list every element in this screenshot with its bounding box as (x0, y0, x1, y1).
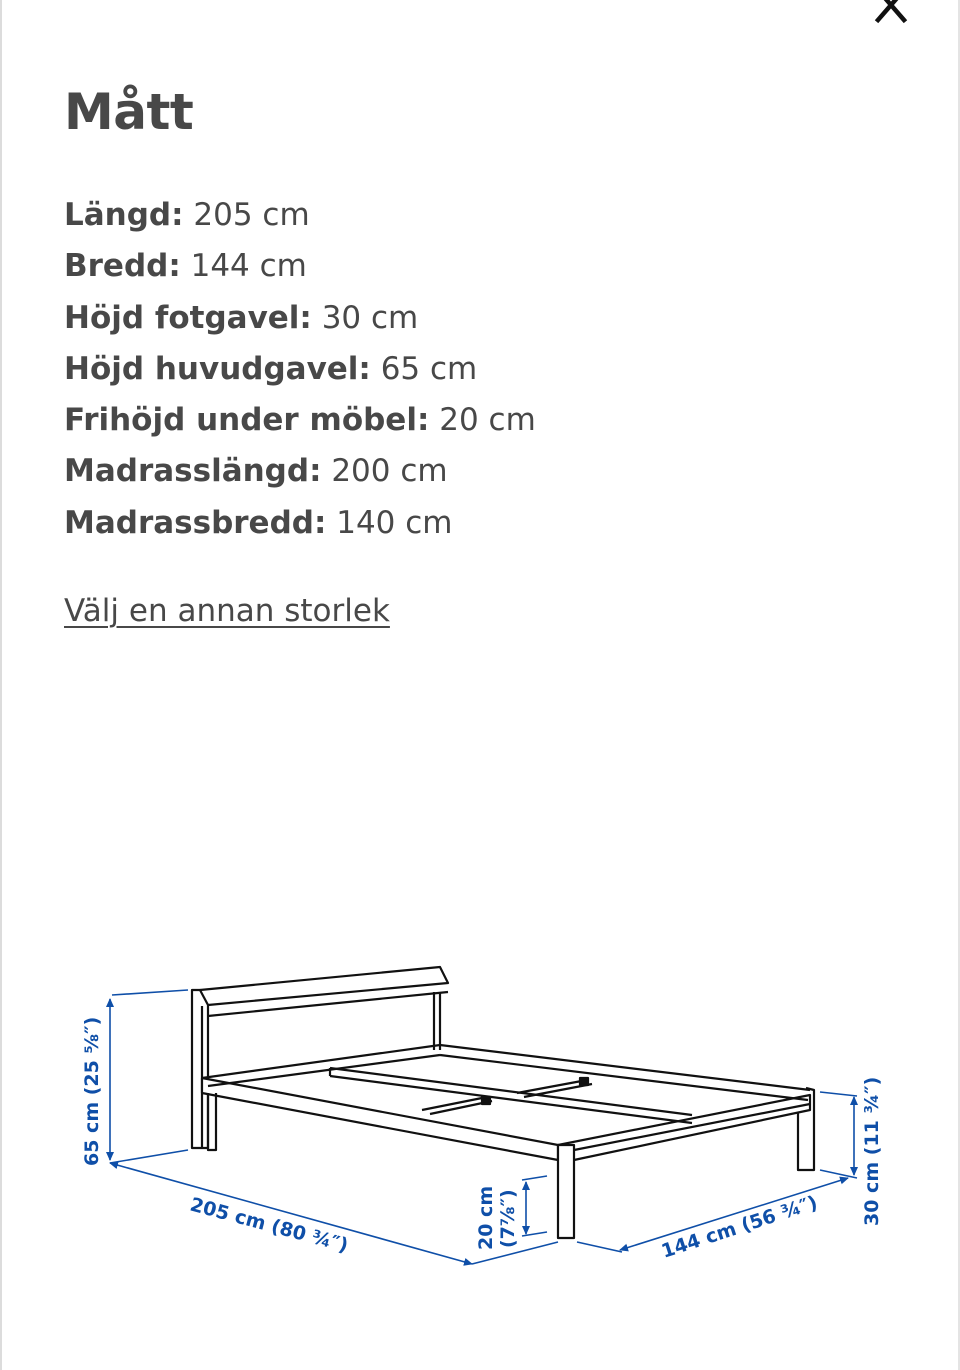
dimension-value: 65 cm (380, 350, 478, 387)
dimension-footboard-height (64, 293, 536, 344)
close-button[interactable] (870, 0, 912, 26)
dimension-length (64, 190, 536, 241)
dimension-label: Frihöjd under möbel: (64, 402, 430, 439)
dimension-label: Madrasslängd: (64, 453, 322, 490)
headboard-height-label: 65 cm (25 ⅝″) (81, 1016, 103, 1166)
dimension-label: Madrassbredd: (64, 504, 327, 541)
bed-dimension-diagram (62, 950, 922, 1270)
clearance-cm-label: 20 cm (475, 1185, 497, 1250)
dimension-mattress-length (64, 446, 536, 497)
dimension-list (64, 190, 536, 549)
dimension-label: Bredd: (64, 248, 181, 285)
dimension-label: Höjd fotgavel: (64, 299, 312, 336)
footboard-height-label: 30 cm (11 ¾″) (861, 1076, 883, 1226)
dimension-value: 20 cm (439, 402, 536, 439)
clearance-in-label: (7⅞″) (497, 1189, 519, 1248)
dimension-mattress-width (64, 498, 536, 549)
dimension-width (64, 241, 536, 292)
choose-other-size-link[interactable]: Välj en annan storlek (64, 593, 390, 629)
dimension-value: 144 cm (190, 248, 307, 285)
width-label: 144 cm (56 ¾″) (658, 1191, 821, 1263)
dimension-value: 30 cm (321, 299, 419, 336)
dialog-title: Mått (64, 83, 194, 141)
dimension-label: Längd: (64, 197, 184, 233)
dimension-value: 205 cm (193, 197, 310, 233)
dimension-value: 140 cm (336, 504, 453, 541)
dimension-headboard-height (64, 344, 536, 395)
dimension-value: 200 cm (331, 453, 448, 490)
length-label: 205 cm (80 ¾″) (187, 1193, 351, 1257)
dimension-clearance (64, 395, 536, 446)
close-icon (870, 0, 912, 26)
dimension-label: Höjd huvudgavel: (64, 350, 371, 387)
